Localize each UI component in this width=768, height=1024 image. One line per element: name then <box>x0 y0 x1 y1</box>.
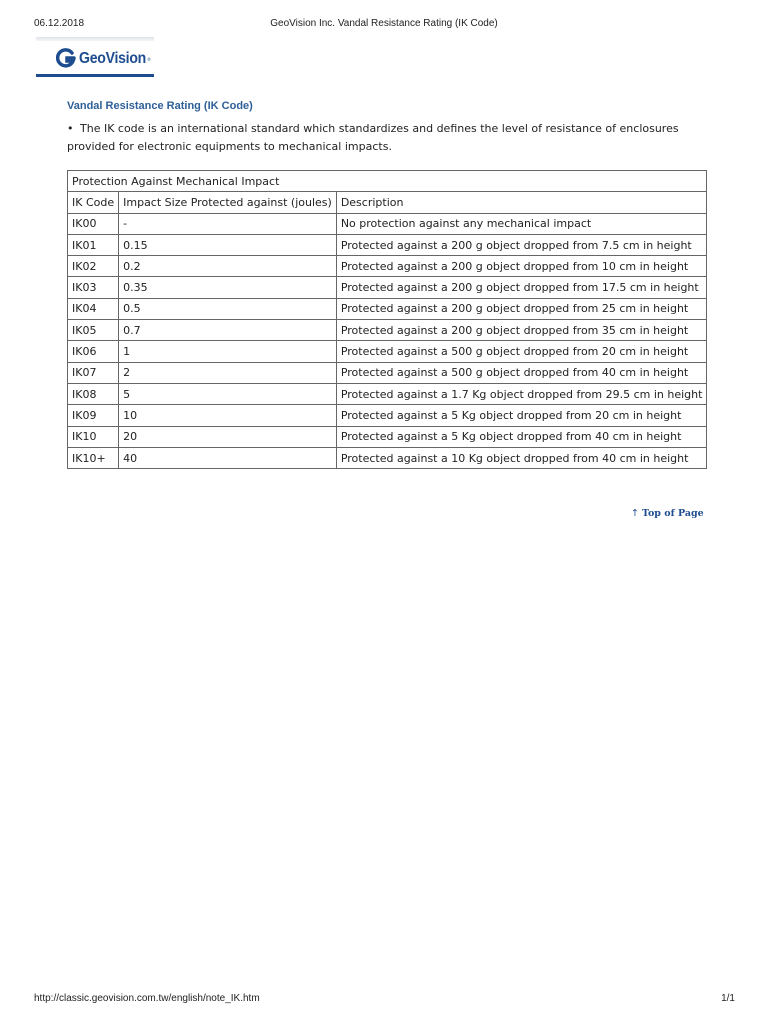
geovision-logo[interactable] <box>36 37 154 80</box>
table-header-row <box>68 192 707 213</box>
impact-joules-cell: 0.7 <box>119 320 337 341</box>
table-row <box>68 447 707 468</box>
table-row <box>68 234 707 255</box>
impact-joules-cell: 0.35 <box>119 277 337 298</box>
ik-code-cell: IK00 <box>68 213 119 234</box>
ik-code-table <box>67 170 707 469</box>
geovision-logo-mark-icon <box>56 48 76 68</box>
description-cell: Protected against a 10 Kg object dropped from 40 cm in height <box>336 447 707 468</box>
table-row <box>68 320 707 341</box>
column-header-ik-code: IK Code <box>68 192 119 213</box>
section-heading: Vandal Resistance Rating (IK Code) <box>67 100 253 112</box>
description-cell: No protection against any mechanical impact <box>336 213 707 234</box>
logo-bottom-bar <box>36 74 154 77</box>
ik-code-cell: IK01 <box>68 234 119 255</box>
bullet-dot-icon: • <box>67 122 74 135</box>
ik-code-cell: IK09 <box>68 405 119 426</box>
impact-joules-cell: 0.5 <box>119 298 337 319</box>
ik-code-cell: IK10 <box>68 426 119 447</box>
ik-code-cell: IK10+ <box>68 447 119 468</box>
logo-top-bar <box>36 37 154 41</box>
arrow-up-icon: ↑ <box>631 508 639 519</box>
description-cell: Protected against a 200 g object dropped from 35 cm in height <box>336 320 707 341</box>
table-row <box>68 362 707 383</box>
intro-bullet <box>67 120 707 155</box>
impact-joules-cell: 1 <box>119 341 337 362</box>
impact-joules-cell: 0.15 <box>119 234 337 255</box>
description-cell: Protected against a 200 g object dropped from 7.5 cm in height <box>336 234 707 255</box>
ik-code-cell: IK07 <box>68 362 119 383</box>
print-date: 06.12.2018 <box>34 18 85 29</box>
ik-code-cell: IK02 <box>68 256 119 277</box>
logo-trademark-mark: ® <box>147 57 151 62</box>
description-cell: Protected against a 5 Kg object dropped from 20 cm in height <box>336 405 707 426</box>
table-caption: Protection Against Mechanical Impact <box>68 171 707 192</box>
table-row <box>68 298 707 319</box>
ik-code-cell: IK03 <box>68 277 119 298</box>
ik-code-cell: IK08 <box>68 383 119 404</box>
impact-joules-cell: 0.2 <box>119 256 337 277</box>
column-header-impact-size: Impact Size Protected against (joules) <box>119 192 337 213</box>
ik-code-cell: IK06 <box>68 341 119 362</box>
description-cell: Protected against a 200 g object dropped from 10 cm in height <box>336 256 707 277</box>
print-footer-url: http://classic.geovision.com.tw/english/note_IK.htm <box>34 993 260 1004</box>
table-row <box>68 213 707 234</box>
impact-joules-cell: 20 <box>119 426 337 447</box>
ik-code-cell: IK04 <box>68 298 119 319</box>
ik-code-cell: IK05 <box>68 320 119 341</box>
intro-text: The IK code is an international standard which standardizes and defines the level of resistance of enclosures provided for electronic equipments to mechanical impacts. <box>67 122 679 153</box>
column-header-description: Description <box>336 192 707 213</box>
table-row <box>68 341 707 362</box>
description-cell: Protected against a 5 Kg object dropped from 40 cm in height <box>336 426 707 447</box>
print-page-number: 1/1 <box>721 993 735 1004</box>
table-row <box>68 426 707 447</box>
table-row <box>68 383 707 404</box>
table-row <box>68 277 707 298</box>
description-cell: Protected against a 500 g object dropped from 40 cm in height <box>336 362 707 383</box>
description-cell: Protected against a 200 g object dropped from 17.5 cm in height <box>336 277 707 298</box>
description-cell: Protected against a 500 g object dropped from 20 cm in height <box>336 341 707 362</box>
description-cell: Protected against a 1.7 Kg object dropped from 29.5 cm in height <box>336 383 707 404</box>
impact-joules-cell: 40 <box>119 447 337 468</box>
impact-joules-cell: 10 <box>119 405 337 426</box>
table-row <box>68 405 707 426</box>
table-caption-row <box>68 171 707 192</box>
impact-joules-cell: 2 <box>119 362 337 383</box>
print-page-title: GeoVision Inc. Vandal Resistance Rating (IK Code) <box>270 18 498 29</box>
impact-joules-cell: 5 <box>119 383 337 404</box>
top-of-page-label: Top of Page <box>641 508 704 519</box>
logo-wordmark: GeoVision <box>79 50 147 67</box>
top-of-page-link[interactable] <box>631 508 704 519</box>
table-row <box>68 256 707 277</box>
description-cell: Protected against a 200 g object dropped from 25 cm in height <box>336 298 707 319</box>
impact-joules-cell: - <box>119 213 337 234</box>
